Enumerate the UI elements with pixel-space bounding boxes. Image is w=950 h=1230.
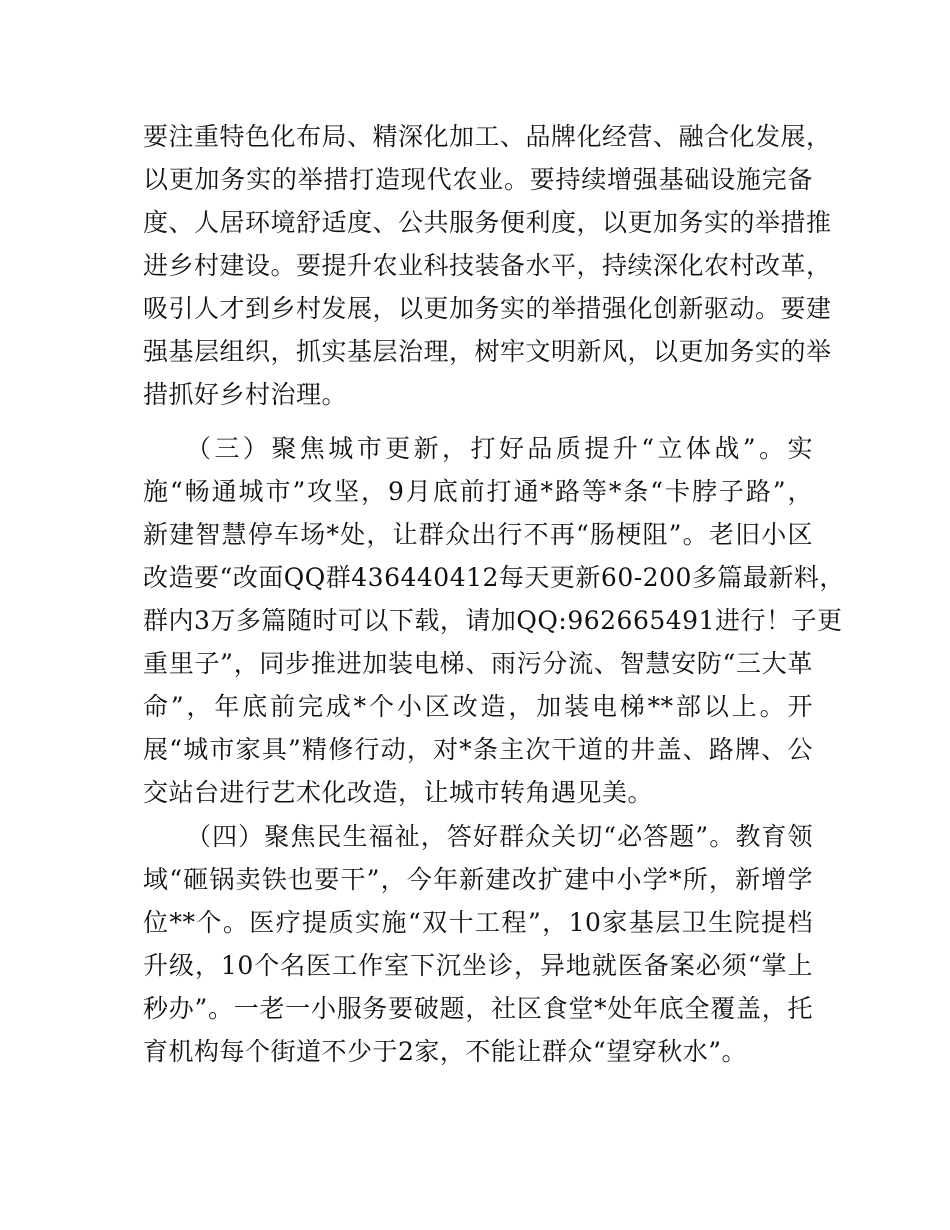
text-line: 重里子”，同步推进加装电梯、雨污分流、智慧安防“三大革 — [143, 649, 813, 678]
text-line: 进乡村建设。要提升农业科技装备水平，持续深化农村改革， — [143, 251, 832, 280]
text-line: 度、人居环境舒适度、公共服务便利度，以更加务实的举措推 — [143, 208, 832, 237]
paragraph-urban-renewal — [143, 427, 845, 814]
text-line: （四）聚焦民生福祉，答好群众关切“必答题”。教育领 — [186, 822, 813, 851]
text-line: 施“畅通城市”攻坚，9月底前打通*路等*条“卡脖子路”， — [143, 477, 813, 506]
text-line: 展“城市家具”精修行动，对*条主次干道的井盖、路牌、公 — [143, 735, 813, 764]
text-line: 域“砸锅卖铁也要干”，今年新建改扩建中小学*所，新增学 — [143, 865, 813, 894]
text-line: 交站台进行艺术化改造，让城市转角遇见美。 — [143, 778, 654, 807]
paragraph-agriculture — [143, 115, 832, 416]
text-line: 措抓好乡村治理。 — [143, 380, 348, 409]
paragraph-livelihood — [143, 815, 813, 1073]
text-line: 强基层组织，抓实基层治理，树牢文明新风，以更加务实的举 — [143, 337, 832, 366]
text-line: 改造要“改面QQ群436440412每天更新60-200多篇最新料， — [143, 563, 845, 592]
text-line: 育机构每个街道不少于2家，不能让群众“望穿秋水”。 — [143, 1037, 747, 1066]
text-line: 群内3万多篇随时可以下载，请加QQ:962665491进行！子更 — [143, 606, 843, 635]
text-line: 秒办”。一老一小服务要破题，社区食堂*处年底全覆盖，托 — [143, 994, 813, 1023]
text-line: 升级，10个名医工作室下沉坐诊，异地就医备案必须“掌上 — [143, 951, 813, 980]
text-line: 位**个。医疗提质实施“双十工程”，10家基层卫生院提档 — [143, 908, 813, 937]
text-line: （三）聚焦城市更新，打好品质提升“立体战”。实 — [186, 434, 813, 463]
text-line: 以更加务实的举措打造现代农业。要持续增强基础设施完备 — [143, 165, 813, 194]
text-line: 命”，年底前完成*个小区改造，加装电梯**部以上。开 — [143, 692, 813, 721]
text-line: 要注重特色化布局、精深化加工、品牌化经营、融合化发展， — [143, 122, 832, 151]
text-line: 新建智慧停车场*处，让群众出行不再“肠梗阻”。老旧小区 — [143, 520, 813, 549]
text-line: 吸引人才到乡村发展，以更加务实的举措强化创新驱动。要建 — [143, 294, 832, 323]
